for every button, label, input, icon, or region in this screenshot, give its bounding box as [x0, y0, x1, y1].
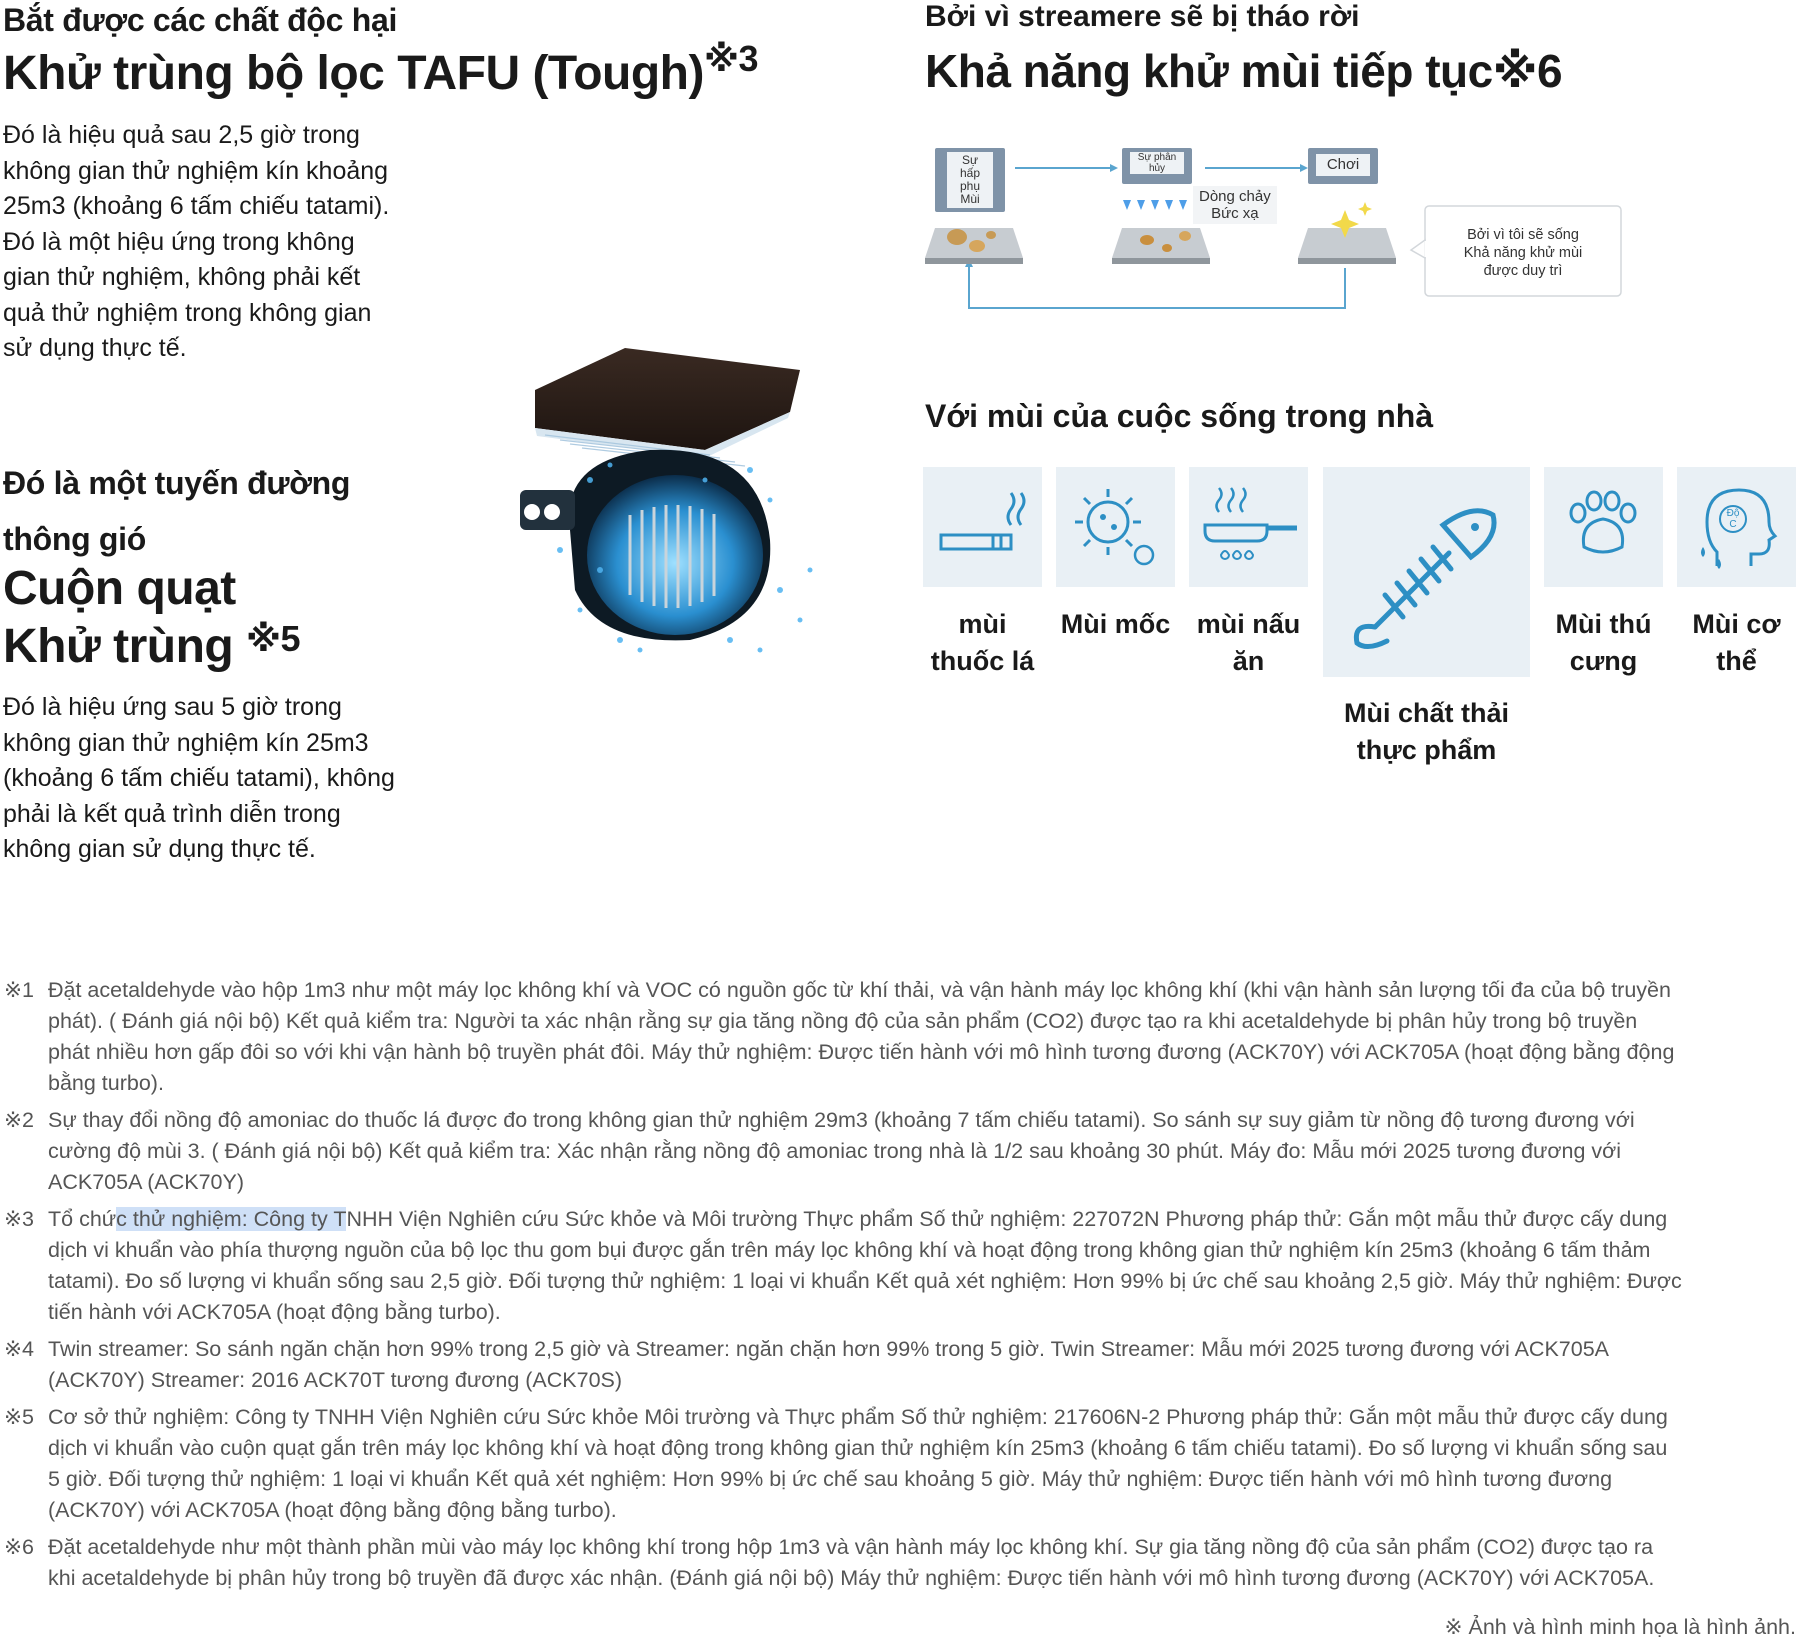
- footnote-mark: ※5: [4, 1405, 34, 1429]
- step-adsorb-label: Sự hấp phụ Mùi: [947, 152, 993, 208]
- step-play-label: Chơi: [1316, 154, 1370, 176]
- footnote-3: ※3 Tổ chức thử nghiệm: Công ty TNHH Viện Nghiên cứu Sức khỏe và Môi trường Thực phẩm Số thử nghiệm: 227072N Phương pháp thử: Gắn một mẫu thử được cấy dung dịch vi khuẩn vào phía thượng nguồn của bộ lọc thu gom bụi được gắn trên máy lọc không khí và hoạt động trong không gian thử nghiệm kín 25m3 (khoảng 6 tấm thảm tatami). Đo số lượng vi khuẩn sống sau 2,5 giờ. Đối tượng thử nghiệm: 1 loại vi khuẩn Kết quả xét nghiệm: Hơn 99% bị ức chế sau khoảng 2,5 giờ. Máy thử nghiệm: Được tiến hành với ACK705A (hoạt động bằng turbo).: [0, 1204, 1790, 1328]
- fan-title-line: Cuộn quạt: [3, 562, 236, 615]
- fan-kicker-line: thông gió: [3, 521, 147, 557]
- body-icon-label: Độ C: [1726, 508, 1740, 530]
- tafu-desc-line: Đó là một hiệu ứng trong không: [3, 227, 355, 256]
- mold-icon: [1056, 467, 1175, 587]
- fan-kicker: [3, 455, 350, 567]
- paw-icon: [1544, 467, 1663, 587]
- odor-tile-mold: [1056, 467, 1175, 587]
- deodor-cycle-diagram: [925, 140, 1625, 320]
- step-adsorb-box: [935, 148, 1005, 212]
- fan-title: [3, 560, 300, 676]
- image-disclaimer: ※ Ảnh và hình minh họa là hình ảnh.: [1444, 1615, 1796, 1639]
- tafu-description: [3, 118, 443, 367]
- odor-tile-body: [1677, 467, 1796, 587]
- fan-desc-line: phải là kết quả trình diễn trong: [3, 799, 341, 828]
- fan-desc-line: (khoảng 6 tấm chiếu tatami), không: [3, 764, 395, 792]
- footnote-mark: ※1: [4, 978, 34, 1002]
- fan-filter-illustration: [500, 340, 850, 690]
- fan-desc-line: không gian sử dụng thực tế.: [3, 835, 316, 863]
- odor-label-cigarette: mùi thuốc lá: [930, 609, 1035, 676]
- fan-kicker-line: Đó là một tuyến đường: [3, 465, 351, 501]
- footnote-2: ※2 Sự thay đổi nồng độ amoniac do thuốc lá được đo trong không gian thử nghiệm 29m3 (khoảng 7 tấm chiếu tatami). So sánh sự suy giảm từ nồng độ tương đương với cường độ mùi 3. ( Đánh giá nội bộ) Kết quả kiểm tra: Xác nhận rằng nồng độ amoniac trong nhà là 1/2 sau khoảng 30 phút. Máy đo: Mẫu mới 2025 tương đương với ACK705A (ACK70Y): [0, 1105, 1790, 1198]
- odor-label-pet: Mùi thú cưng: [1555, 609, 1652, 676]
- fan-desc-line: không gian thử nghiệm kín 25m3: [3, 728, 369, 757]
- tafu-desc-line: 25m3 (khoảng 6 tấm chiếu tatami).: [3, 192, 390, 220]
- tafu-title-text: Khử trùng bộ lọc TAFU (Tough): [3, 47, 704, 100]
- footnote-4: ※4 Twin streamer: So sánh ngăn chặn hơn 99% trong 2,5 giờ và Streamer: ngăn chặn hơn 99% trong 5 giờ. Twin Streamer: Mẫu mới 2025 tương đương với ACK705A (ACK70Y) Streamer: 2016 ACK70T tương đương (ACK70S): [0, 1334, 1790, 1396]
- odor-label-food-waste: Mùi chất thải thực phẩm: [1343, 698, 1509, 765]
- odor-tile-cooking: [1189, 467, 1308, 587]
- step-decompose-label: Sự phân hủy: [1130, 152, 1184, 174]
- fan-desc-line: Đó là hiệu ứng sau 5 giờ trong: [3, 693, 342, 721]
- footnote-5: ※5 Cơ sở thử nghiệm: Công ty TNHH Viện Nghiên cứu Sức khỏe Môi trường và Thực phẩm Số thử nghiệm: 217606N-2 Phương pháp thử: Gắn một mẫu thử được cấy dung dịch vi khuẩn vào cuộn quạt gắn trên máy lọc không khí và hoạt động trong không gian thử nghiệm kín 25m3 (khoảng 6 tấm chiếu tatami). Đo số lượng vi khuẩn sống sau 5 giờ. Đối tượng thử nghiệm: 1 loại vi khuẩn Kết quả xét nghiệm: Hơn 99% bị ức chế sau khoảng 5 giờ. Máy thử nghiệm: Được tiến hành với mô hình tương đương (ACK70Y) với ACK705A (hoạt động bằng động bằng turbo).: [0, 1402, 1790, 1526]
- tafu-desc-line: quả thử nghiệm trong không gian: [3, 298, 372, 327]
- tafu-desc-line: Đó là hiệu quả sau 2,5 giờ trong: [3, 121, 360, 149]
- step-play-box: [1308, 148, 1378, 184]
- footnote-mark: ※6: [4, 1535, 34, 1559]
- fan-title-line: Khử trùng: [3, 620, 234, 673]
- footnote-1: ※1 Đặt acetaldehyde vào hộp 1m3 như một máy lọc không khí và VOC có nguồn gốc từ khí thải, và vận hành máy lọc không khí (khi vận hành sản lượng tối đa của bộ truyền phát). ( Đánh giá nội bộ) Kết quả kiểm tra: Người ta xác nhận rằng sự gia tăng nồng độ của sản phẩm (CO2) được tạo ra khi acetaldehyde bị phân hủy trong bộ truyền phát nhiều hơn gấp đôi so với khi vận hành bộ truyền phát đôi. Máy thử nghiệm: Được tiến hành với mô hình tương đương (ACK70Y) với ACK705A (hoạt động bằng động bằng turbo).: [0, 975, 1790, 1099]
- step-decompose-box: [1122, 148, 1192, 184]
- tafu-desc-line: gian thử nghiệm, không phải kết: [3, 263, 361, 291]
- odors-title: Với mùi của cuộc sống trong nhà: [925, 398, 1434, 434]
- footnote-mark: ※3: [4, 1207, 34, 1231]
- tafu-desc-line: sử dụng thực tế.: [3, 334, 187, 362]
- odor-tile-cigarette: [923, 467, 1042, 587]
- footnote-6: ※6 Đặt acetaldehyde như một thành phần mùi vào máy lọc không khí trong hộp 1m3 và vận hành máy lọc không khí. Sự gia tăng nồng độ của sản phẩm (CO2) được tạo ra khi acetaldehyde bị phân hủy trong bộ truyền đã được xác nhận. (Đánh giá nội bộ) Máy thử nghiệm: Được tiến hành với mô hình tương đương (ACK70Y) với ACK705A.: [0, 1532, 1790, 1594]
- footnote-mark: ※2: [4, 1108, 34, 1132]
- odor-tile-pet: [1544, 467, 1663, 587]
- odor-label-cooking: mùi nấu ăn: [1196, 609, 1301, 676]
- cigarette-icon: [923, 467, 1042, 587]
- deodor-title: Khả năng khử mùi tiếp tục※6: [925, 45, 1563, 97]
- fish-bone-icon: [1323, 467, 1530, 677]
- deodor-kicker: Bởi vì streamere sẽ bị tháo rời: [925, 0, 1360, 33]
- streamer-label: Dòng chảy Bức xạ: [1193, 186, 1277, 224]
- fan-description: [3, 690, 463, 868]
- cycle-callout: Bởi vì tôi sẽ sống Khả năng khử mùi được duy trì: [1463, 227, 1583, 279]
- tafu-kicker: Bắt được các chất độc hại: [3, 2, 398, 38]
- footnote-mark: ※4: [4, 1337, 34, 1361]
- tafu-title: [3, 38, 758, 101]
- tafu-desc-line: không gian thử nghiệm kín khoảng: [3, 156, 389, 185]
- odor-label-mold: Mùi mốc: [1060, 609, 1171, 639]
- odor-label-body: Mùi cơ thể: [1692, 609, 1781, 676]
- footnote-3-first-line[interactable]: Tổ chức thử nghiệm: Công ty TNHH Viện Nghiên cứu Sức khỏe và Môi trường Thực phẩm Số thử nghiệm: 227072N Phương pháp thử: Gắn một mẫu thử được cấy dung: [48, 1207, 1668, 1231]
- tafu-title-note: ※3: [703, 38, 758, 79]
- fan-title-note: ※5: [246, 618, 301, 659]
- frying-pan-icon: [1189, 467, 1308, 587]
- text-selection[interactable]: c thử nghiệm: Công ty T: [116, 1207, 347, 1231]
- odor-tile-food-waste: [1323, 467, 1530, 677]
